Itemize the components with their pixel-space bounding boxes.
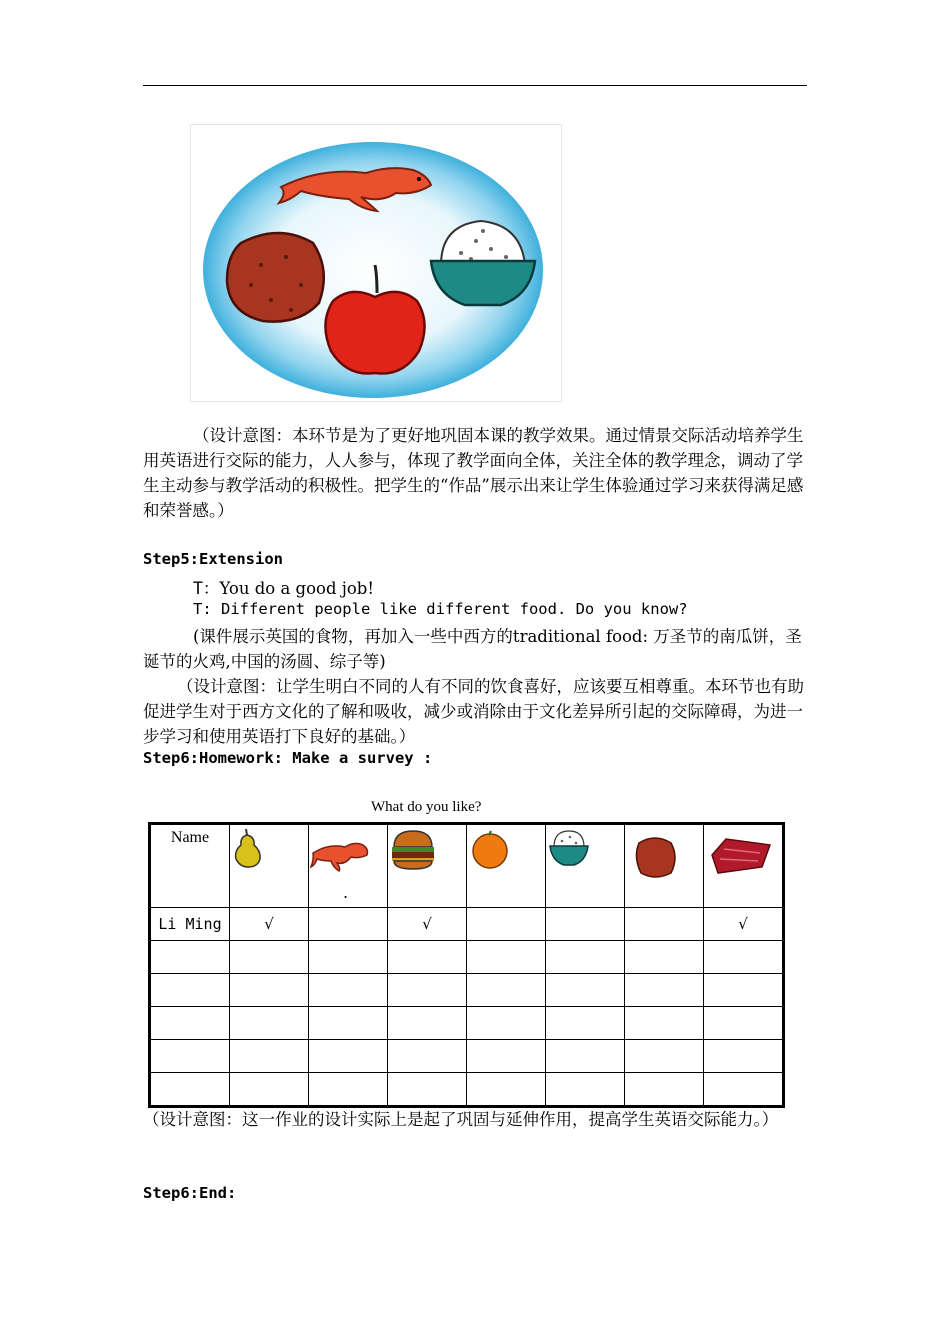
preference-cell xyxy=(704,1073,784,1107)
food-header-cell xyxy=(309,824,388,908)
rice-bowl-icon xyxy=(546,825,592,871)
table-row xyxy=(150,1040,784,1073)
table-row xyxy=(150,974,784,1007)
preference-cell xyxy=(546,941,625,974)
table-row xyxy=(150,1073,784,1107)
food-header-cell xyxy=(388,824,467,908)
teacher-line-1 xyxy=(193,575,374,599)
table-row xyxy=(150,908,784,941)
preference-cell xyxy=(230,1007,309,1040)
step5-heading: Step5:Extension xyxy=(143,550,283,568)
courseware-note: (课件展示英国的食物，再加入一些中西方的traditional food: 万圣节的南瓜饼，圣诞节的火鸡,中国的汤圆、综子等) xyxy=(143,627,802,671)
preference-cell xyxy=(230,1040,309,1073)
preference-cell xyxy=(546,1073,625,1107)
fish-icon xyxy=(309,833,371,873)
meat-icon xyxy=(704,829,774,881)
preference-cell xyxy=(704,1040,784,1073)
teacher-line-1-text: You do a good job! xyxy=(219,579,375,598)
design-intent-paragraph-3: （设计意图：这一作业的设计实际上是起了巩固与延伸作用，提高学生英语交际能力。） xyxy=(143,1110,779,1129)
preference-cell xyxy=(546,1040,625,1073)
preference-cell xyxy=(625,974,704,1007)
respondent-name-cell xyxy=(150,1073,230,1107)
preference-cell xyxy=(467,974,546,1007)
teacher-label: T： xyxy=(193,579,220,598)
table-header-row xyxy=(150,824,784,908)
food-header-cell xyxy=(230,824,309,908)
orange-icon xyxy=(467,827,513,871)
stray-mark: . xyxy=(343,883,349,902)
preference-cell xyxy=(309,1073,388,1107)
preference-cell: √ xyxy=(230,908,309,941)
food-header-cell xyxy=(467,824,546,908)
header-rule xyxy=(143,85,807,86)
pear-icon xyxy=(230,825,264,869)
meatball-icon xyxy=(625,829,685,885)
name-header: Name xyxy=(170,829,210,846)
meatball-icon xyxy=(227,233,324,322)
survey-caption: What do you like? xyxy=(371,799,482,815)
hamburger-icon xyxy=(388,827,438,873)
preference-cell xyxy=(546,908,625,941)
respondent-name-cell: Li Ming xyxy=(150,908,230,941)
preference-cell xyxy=(467,908,546,941)
preference-cell xyxy=(704,974,784,1007)
preference-cell xyxy=(388,1040,467,1073)
design-intent-paragraph-1: （设计意图：本环节是为了更好地巩固本课的教学效果。通过情景交际活动培养学生用英语进行交际的能力，人人参与，体现了教学面向全体，关注全体的教学理念，调动了学生主动参与教学活动的积极性。把学生的“作品”展示出来让学生体验通过学习来获得满足感和荣誉感。） xyxy=(143,426,804,520)
food-header-cell xyxy=(704,824,784,908)
preference-cell xyxy=(309,941,388,974)
table-row xyxy=(150,1007,784,1040)
preference-cell xyxy=(625,908,704,941)
preference-cell xyxy=(467,1073,546,1107)
food-header-cell xyxy=(625,824,704,908)
food-header-cell xyxy=(546,824,625,908)
preference-cell xyxy=(309,974,388,1007)
preference-cell: √ xyxy=(388,908,467,941)
preference-cell: √ xyxy=(704,908,784,941)
preference-cell xyxy=(625,1007,704,1040)
preference-cell xyxy=(230,1073,309,1107)
preference-cell xyxy=(625,1040,704,1073)
food-plate-image xyxy=(190,124,562,402)
preference-cell xyxy=(388,1073,467,1107)
respondent-name-cell xyxy=(150,941,230,974)
preference-cell xyxy=(625,1073,704,1107)
table-row xyxy=(150,941,784,974)
respondent-name-cell xyxy=(150,1007,230,1040)
name-header-cell xyxy=(150,824,230,908)
teacher-line-2: T: Different people like different food. Do you know? xyxy=(193,600,688,618)
preference-cell xyxy=(230,941,309,974)
preference-cell xyxy=(704,1007,784,1040)
preference-cell xyxy=(388,1007,467,1040)
preference-cell xyxy=(467,1040,546,1073)
respondent-name-cell xyxy=(150,974,230,1007)
preference-cell xyxy=(625,941,704,974)
design-intent-paragraph-2: （设计意图：让学生明白不同的人有不同的饮食喜好，应该要互相尊重。本环节也有助促进学生对于西方文化的了解和吸收，减少或消除由于文化差异所引起的交际障碍，为进一步学习和使用英语打下良好的基础。） xyxy=(143,677,804,746)
survey-table xyxy=(148,822,785,1108)
preference-cell xyxy=(467,941,546,974)
preference-cell xyxy=(309,908,388,941)
survey-table-body xyxy=(150,908,784,1107)
preference-cell xyxy=(704,941,784,974)
preference-cell xyxy=(309,1040,388,1073)
preference-cell xyxy=(546,1007,625,1040)
respondent-name-cell xyxy=(150,1040,230,1073)
step6-end-heading: Step6:End: xyxy=(143,1184,237,1202)
preference-cell xyxy=(388,974,467,1007)
step6-homework-heading: Step6:Homework: Make a survey : xyxy=(143,749,433,767)
preference-cell xyxy=(230,974,309,1007)
preference-cell xyxy=(546,974,625,1007)
preference-cell xyxy=(309,1007,388,1040)
preference-cell xyxy=(388,941,467,974)
preference-cell xyxy=(467,1007,546,1040)
